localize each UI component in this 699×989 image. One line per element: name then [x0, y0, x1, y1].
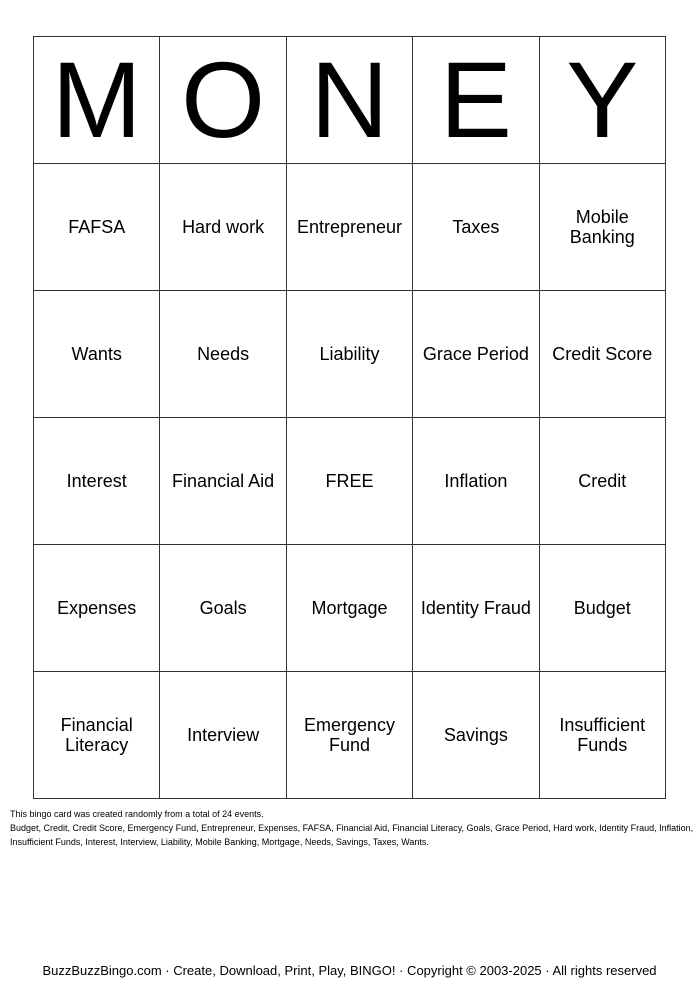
bingo-cell: Credit Score [539, 291, 665, 418]
bingo-cell: Liability [286, 291, 412, 418]
bingo-cell: Mortgage [286, 545, 412, 672]
header-row [34, 37, 666, 164]
bingo-card [33, 36, 666, 799]
site-footer: BuzzBuzzBingo.com · Create, Download, Print, Play, BINGO! · Copyright © 2003-2025 · All rights reserved [42, 963, 657, 978]
header-letter: E [413, 37, 539, 164]
bingo-cell: Mobile Banking [539, 164, 665, 291]
bingo-cell: Expenses [34, 545, 160, 672]
bingo-cell: Taxes [413, 164, 539, 291]
bingo-cell: Entrepreneur [286, 164, 412, 291]
bingo-cell: Financial Aid [160, 418, 286, 545]
card-info [10, 807, 696, 849]
header-letter: N [286, 37, 412, 164]
bingo-cell: Savings [413, 672, 539, 799]
header-letter: M [34, 37, 160, 164]
bingo-cell: Grace Period [413, 291, 539, 418]
bingo-cell: Budget [539, 545, 665, 672]
header-letter: O [160, 37, 286, 164]
card-info-word-list: Budget, Credit, Credit Score, Emergency Fund, Entrepreneur, Expenses, FAFSA, Financial Aid, Financial Literacy, Goals, Grace Period, Hard work, Identity Fraud, Inflation, Insufficient Funds, Interest, Interview, Liability, Mobile Banking, Mortgage, Needs, Savings, Taxes, Wants. [10, 823, 694, 847]
header-letter: Y [539, 37, 665, 164]
free-cell: FREE [286, 418, 412, 545]
card-row [34, 164, 666, 291]
card-row [34, 545, 666, 672]
card-row [34, 418, 666, 545]
bingo-cell: Identity Fraud [413, 545, 539, 672]
bingo-cell: Credit [539, 418, 665, 545]
card-row [34, 291, 666, 418]
card-info-summary: This bingo card was created randomly from a total of 24 events. [10, 809, 264, 819]
bingo-cell: Goals [160, 545, 286, 672]
bingo-cell: Hard work [160, 164, 286, 291]
bingo-cell: FAFSA [34, 164, 160, 291]
bingo-cell: Financial Literacy [34, 672, 160, 799]
card-row [34, 672, 666, 799]
bingo-cell: Inflation [413, 418, 539, 545]
bingo-cell: Emergency Fund [286, 672, 412, 799]
bingo-cell: Wants [34, 291, 160, 418]
bingo-cell: Interview [160, 672, 286, 799]
bingo-cell: Interest [34, 418, 160, 545]
bingo-cell: Needs [160, 291, 286, 418]
bingo-cell: Insufficient Funds [539, 672, 665, 799]
